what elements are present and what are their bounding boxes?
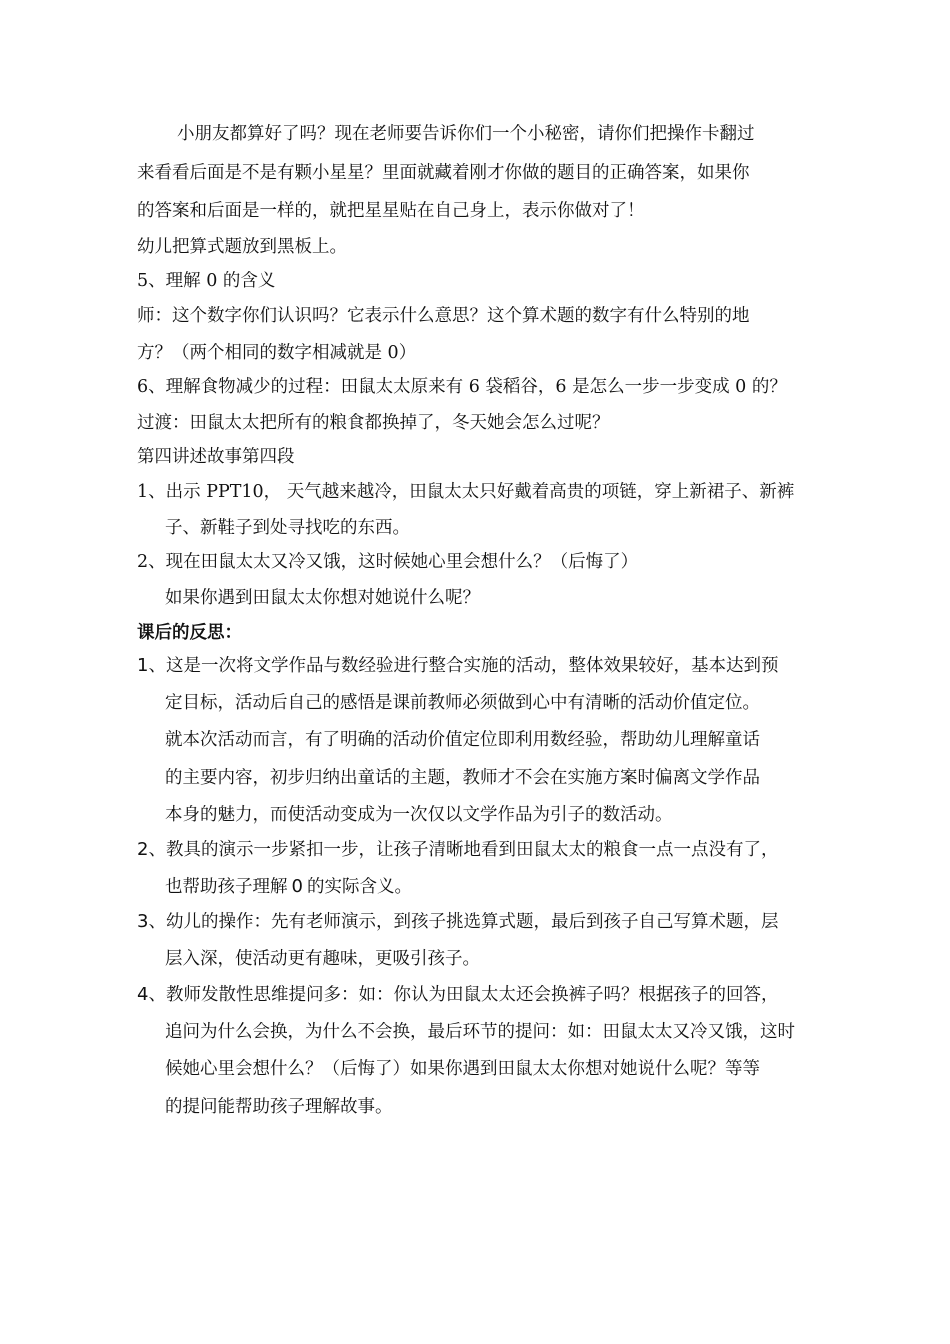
reflection-item-2-line-1: 2、教具的演示一步紧扣一步，让孩子清晰地看到田鼠太太的粮食一点一点没有了， [137,839,779,860]
step-board-text: 幼儿把算式题放到黑板上。 [137,237,347,257]
reflection-item-4-line-2: 追问为什么会换，为什么不会换，最后环节的提问：如：田鼠太太又冷又饿，这时 [165,1022,795,1042]
reflection-item-1-line-5: 本身的魅力，而使活动变成为一次仅以文学作品为引子的数活动。 [165,805,673,825]
section4-item1-line-1: 1、出示 PPT10， 天气越来越冷，田鼠太太只好戴着高贵的项链，穿上新裙子、新裤 [137,482,795,502]
reflection-item-1-line-2: 定目标，活动后自己的感悟是课前教师必须做到心中有清晰的活动价值定位。 [165,693,760,713]
reflection-item-2-number: 2 [137,839,149,860]
zero-digit: 0 [291,876,303,897]
section4-item1-line-2: 子、新鞋子到处寻找吃的东西。 [165,518,410,538]
intro-line-1: 小朋友都算好了吗？现在老师要告诉你们一个小秘密，请你们把操作卡翻过 [177,124,755,144]
reflection-item-3-line-1: 3、幼儿的操作：先有老师演示，到孩子挑选算式题，最后到孩子自己写算术题，层 [137,911,779,932]
step5-line-1: 师：这个数字你们认识吗？它表示什么意思？这个算术题的数字有什么特别的地 [137,306,750,326]
reflection-item-3-number: 3 [137,911,149,932]
step6-transition: 过渡：田鼠太太把所有的粮食都换掉了，冬天她会怎么过呢？ [137,413,610,433]
intro-line-3: 的答案和后面是一样的，就把星星贴在自己身上，表示你做对了！ [137,201,645,221]
reflection-item-1-number: 1 [137,655,149,676]
section4-item2-line-2: 如果你遇到田鼠太太你想对她说什么呢？ [165,588,480,608]
reflection-item-4-line-4: 的提问能帮助孩子理解故事。 [165,1097,393,1117]
reflection-title: 课后的反思： [137,623,242,643]
reflection-item-1-line-1: 1、这是一次将文学作品与数经验进行整合实施的活动，整体效果较好，基本达到预 [137,655,779,676]
section4-item2-line-1: 2、现在田鼠太太又冷又饿，这时候她心里会想什么？（后悔了） [137,552,639,572]
reflection-item-1-line-3: 就本次活动而言，有了明确的活动价值定位即利用数经验，帮助幼儿理解童话 [165,730,760,750]
section4-title: 第四讲述故事第四段 [137,447,295,467]
reflection-item-1-line-4: 的主要内容，初步归纳出童话的主题，教师才不会在实施方案时偏离文学作品 [165,768,760,788]
reflection-item-2-line-2: 也帮助孩子理解 0 的实际含义。 [165,876,412,897]
reflection-item-4-line-3: 候她心里会想什么？（后悔了）如果你遇到田鼠太太你想对她说什么呢？等等 [165,1059,760,1079]
step5-title: 5、理解 0 的含义 [137,271,276,291]
step6-line-1: 6、理解食物减少的过程：田鼠太太原来有 6 袋稻谷，6 是怎么一步一步变成 0 的？ [137,377,787,397]
reflection-item-3-line-2: 层入深，使活动更有趣味，更吸引孩子。 [165,949,480,969]
step5-line-2: 方？（两个相同的数字相减就是 0） [137,343,417,363]
intro-line-2: 来看看后面是不是有颗小星星？里面就藏着刚才你做的题目的正确答案，如果你 [137,163,750,183]
reflection-item-4-number: 4 [137,984,149,1005]
reflection-item-4-line-1: 4、教师发散性思维提问多：如：你认为田鼠太太还会换裤子吗？根据孩子的回答， [137,984,779,1005]
